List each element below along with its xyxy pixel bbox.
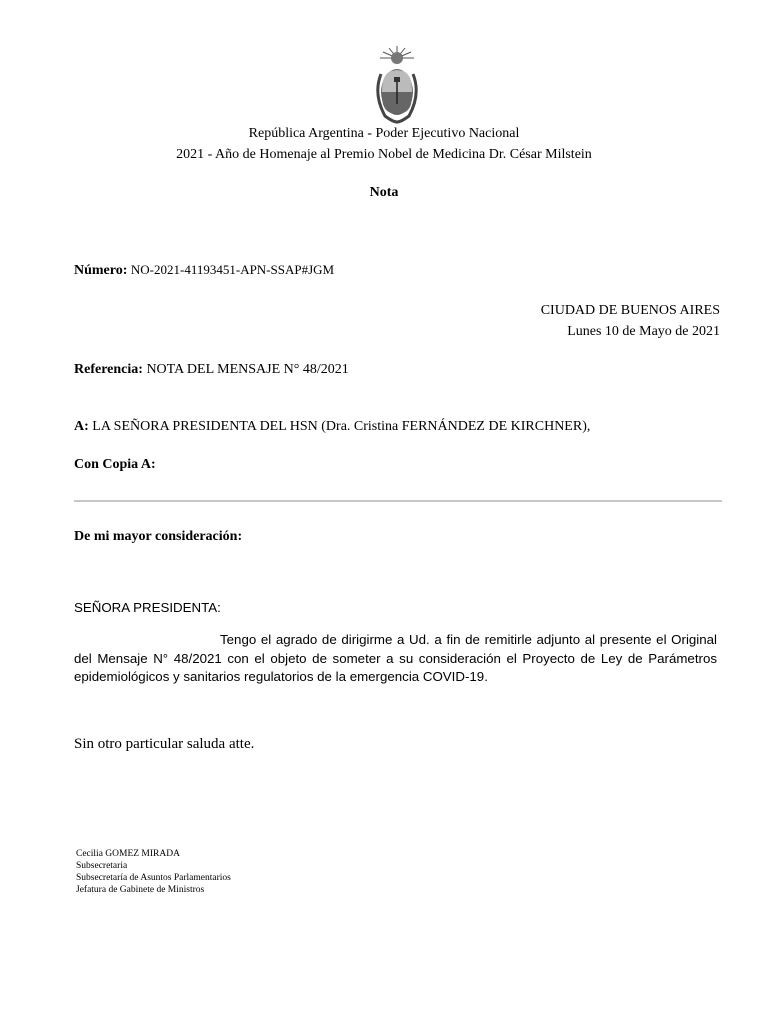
divider [74, 500, 722, 502]
numero-value: NO-2021-41193451-APN-SSAP#JGM [130, 262, 335, 277]
body-paragraph [74, 631, 717, 687]
referencia-value: NOTA DEL MENSAJE N° 48/2021 [146, 362, 349, 377]
destinatario-label: A: [74, 419, 89, 434]
document-type-title: Nota [369, 185, 399, 200]
signature-role: Subsecretaria [76, 861, 128, 871]
signature-entity: Jefatura de Gabinete de Ministros [76, 885, 205, 895]
numero-row [74, 262, 334, 279]
destinatario-row [74, 419, 590, 435]
place-city: CIUDAD DE BUENOS AIRES [540, 303, 720, 318]
closing-line: Sin otro particular saluda atte. [74, 736, 255, 752]
document-date: Lunes 10 de Mayo de 2021 [567, 324, 720, 339]
referencia-label: Referencia: [74, 362, 143, 377]
numero-label: Número: [74, 263, 128, 278]
salutation: SEÑORA PRESIDENTA: [74, 600, 221, 615]
header-institution: República Argentina - Poder Ejecutivo Nacional [248, 126, 520, 141]
con-copia-label: Con Copia A: [74, 457, 156, 472]
signature-name: Cecilia GOMEZ MIRADA [76, 849, 180, 859]
greeting: De mi mayor consideración: [74, 529, 243, 544]
referencia-row [74, 362, 349, 378]
destinatario-value: LA SEÑORA PRESIDENTA DEL HSN (Dra. Cristina FERNÁNDEZ DE KIRCHNER), [92, 419, 591, 434]
header-year-motto: 2021 - Año de Homenaje al Premio Nobel de Medicina Dr. César Milstein [176, 147, 592, 162]
signature-office: Subsecretaría de Asuntos Parlamentarios [76, 873, 231, 883]
coat-of-arms-emblem [371, 44, 423, 124]
body-text: Tengo el agrado de dirigirme a Ud. a fin de remitirle adjunto al presente el Original del Mensaje N° 48/2021 con el objeto de someter a su consideración el Proyecto de Ley de Parámetros epidemiológicos y sanitarios regulatorios de la emergencia COVID-19. [74, 632, 717, 684]
